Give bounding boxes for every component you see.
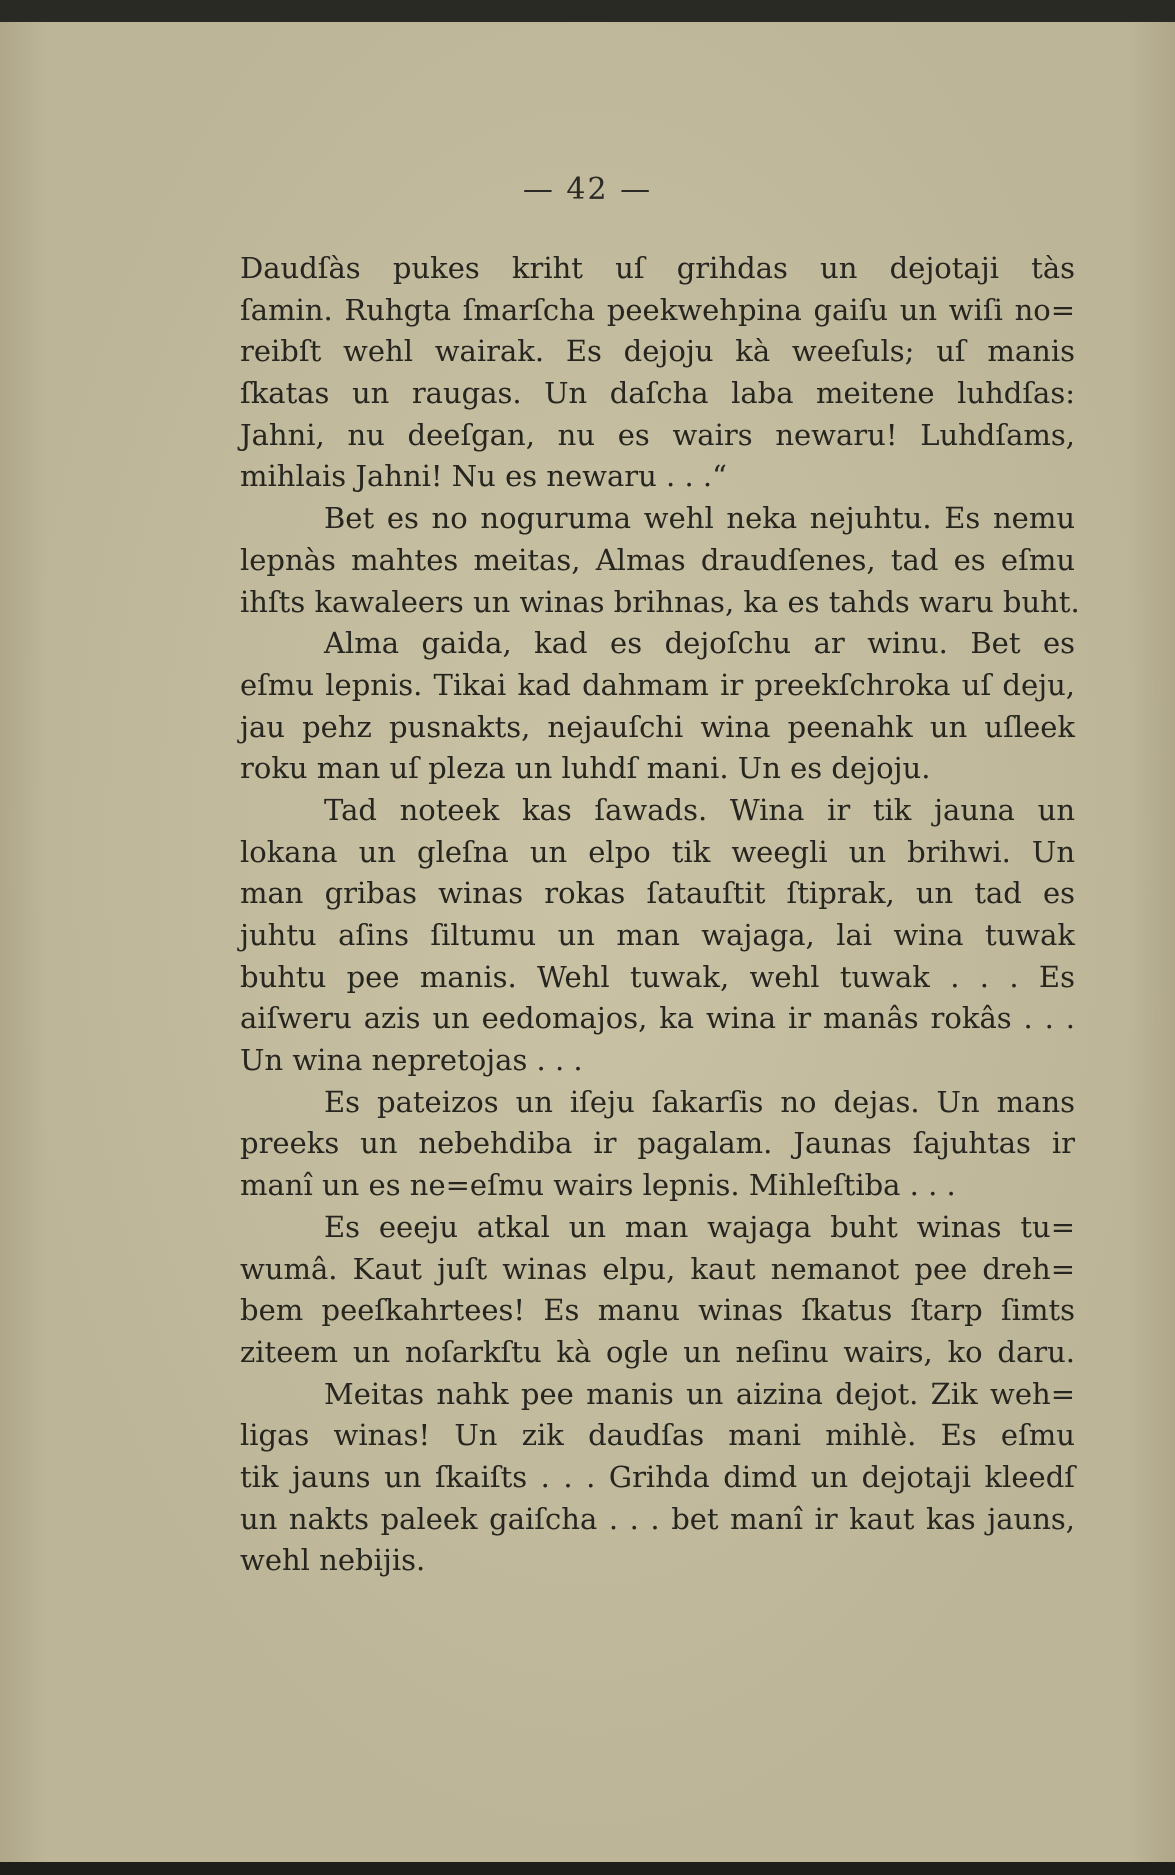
- text-line: Tad noteek kas ſawads. Wina ir tik jauna un: [324, 792, 1075, 827]
- text-line: aiſweru azis un eedomajos, ka wina ir manâs rokâs . . .: [240, 1001, 1075, 1036]
- text-line: wumâ. Kaut juſt winas elpu, kaut nemanot pee dreh=: [240, 1251, 1075, 1286]
- text-line: Bet es no noguruma wehl neka nejuhtu. Es nemu: [324, 501, 1075, 536]
- book-page: [0, 22, 1175, 1862]
- text-line: buhtu pee manis. Wehl tuwak, wehl tuwak . . . Es: [240, 959, 1075, 994]
- text-line: lokana un gleſna un elpo tik weegli un brihwi. Un: [240, 834, 1075, 869]
- text-line: wehl nebijis.: [240, 1543, 426, 1578]
- text-line: man gribas winas rokas ſatauſtit ſtiprak, un tad es: [240, 876, 1075, 911]
- text-line: un nakts paleek gaiſcha . . . bet manî ir kaut kas jauns,: [240, 1501, 1075, 1536]
- page-bottom-edge: [0, 1862, 1175, 1875]
- text-line: lepnàs mahtes meitas, Almas draudſenes, tad es eſmu: [240, 542, 1075, 577]
- text-line: Meitas nahk pee manis un aizina dejot. Zik weh=: [324, 1376, 1075, 1411]
- text-line: ſamin. Ruhgta ſmarſcha peekwehpina gaiſu un wiſi no=: [240, 292, 1075, 327]
- text-line: mihlais Jahni! Nu es newaru . . .“: [240, 459, 727, 494]
- text-line: Es eeeju atkal un man wajaga buht winas tu=: [324, 1209, 1075, 1244]
- text-line: Daudſàs pukes kriht uſ grihdas un dejotaji tàs: [240, 251, 1075, 285]
- text-line: bem peeſkahrtees! Es manu winas ſkatus ſtarp ſimts: [240, 1293, 1075, 1328]
- body-text: [240, 248, 1080, 1582]
- text-line: ziteem un noſarkſtu kà ogle un neſinu wairs, ko daru.: [240, 1334, 1075, 1369]
- text-line: ihſts kawaleers un winas brihnas, ka es tahds waru buht.: [240, 584, 1080, 619]
- text-line: manî un es ne=eſmu wairs lepnis. Mihleſtiba . . .: [240, 1168, 956, 1203]
- text-line: Un wina nepretojas . . .: [240, 1043, 583, 1078]
- text-line: roku man uſ pleza un luhdſ mani. Un es dejoju.: [240, 751, 931, 786]
- text-line: juhtu aſins ſiltumu un man wajaga, lai wina tuwak: [240, 918, 1075, 952]
- text-line: Es pateizos un iſeju ſakarſis no dejas. Un mans: [324, 1084, 1075, 1119]
- page-number: — 42 —: [522, 172, 653, 207]
- text-line: Alma gaida, kad es dejoſchu ar winu. Bet es: [324, 626, 1075, 661]
- text-line: reibſt wehl wairak. Es dejoju kà weeſuls; uſ manis: [240, 334, 1075, 369]
- text-line: eſmu lepnis. Tikai kad dahmam ir preekſchroka uſ deju,: [240, 667, 1075, 702]
- text-line: ligas winas! Un zik daudſas mani mihlè. Es eſmu: [240, 1418, 1075, 1453]
- text-line: ſkatas un raugas. Un daſcha laba meitene luhdſas:: [240, 376, 1075, 411]
- text-line: jau pehz pusnakts, nejauſchi wina peenahk un uſleek: [240, 709, 1075, 744]
- text-line: tik jauns un ſkaiſts . . . Grihda dimd un dejotaji kleedſ: [240, 1459, 1075, 1494]
- text-line: preeks un nebehdiba ir pagalam. Jaunas ſajuhtas ir: [240, 1126, 1075, 1161]
- text-line: Jahni, nu deeſgan, nu es wairs newaru! Luhdſams,: [240, 417, 1075, 452]
